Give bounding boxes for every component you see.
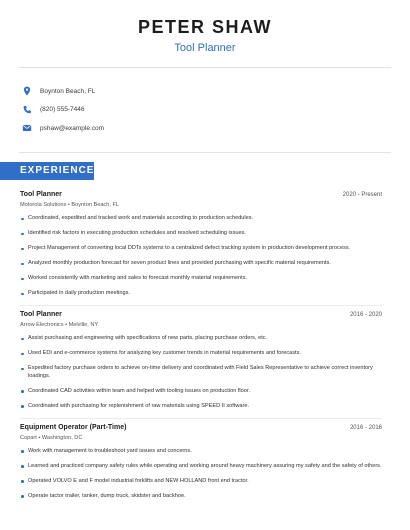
job-entry bbox=[20, 423, 382, 501]
job-company: Copart • Washington, DC bbox=[20, 434, 83, 441]
contact-phone-text: (820) 555-7446 bbox=[40, 106, 85, 113]
job-bullet: Analyzed monthly production forecast for seven product lines and provided purchasing with specific material requirements. bbox=[20, 260, 382, 268]
job-entry bbox=[20, 190, 382, 298]
contact-list bbox=[22, 82, 388, 138]
candidate-name: PETER SHAW bbox=[137, 17, 272, 37]
contact-location bbox=[22, 82, 388, 100]
job-bullet: Coordinated CAD activities within team and helped with tooling issues on production floor. bbox=[20, 388, 382, 396]
contact-location-text: Boynton Beach, FL bbox=[40, 87, 96, 95]
job-divider bbox=[20, 305, 382, 306]
job-title: Tool Planner bbox=[20, 191, 62, 198]
job-bullet: Assist purchasing and engineering with specifications of new parts, placing purchase orders, etc. bbox=[20, 335, 382, 343]
experience-list bbox=[20, 190, 382, 508]
job-bullet: Worked consistently with marketing and sales to forecast monthly material requirements. bbox=[20, 275, 382, 283]
job-dates: 2016 - 2020 bbox=[349, 312, 382, 318]
contact-phone bbox=[22, 101, 388, 119]
job-bullet: Used EDI and e-commerce systems for analyzing key customer trends in material requirements and forecasts. bbox=[20, 350, 382, 358]
job-bullet: Coordinated with purchasing for replenishment of raw materials using SPEED II software. bbox=[20, 403, 382, 411]
job-bullets bbox=[20, 335, 382, 410]
job-bullet: Learned and practiced company safety rules while operating and working around heavy machinery assuring my safety and the safety of others. bbox=[20, 463, 382, 471]
phone-icon bbox=[22, 105, 32, 115]
job-title: Equipment Operator (Part-Time) bbox=[20, 423, 127, 431]
job-bullets bbox=[20, 448, 382, 501]
job-bullets bbox=[20, 215, 382, 298]
job-bullet: Project Management of converting local DDTs systems to a centralized defect tracking system in production development process. bbox=[20, 245, 382, 253]
contact-email bbox=[22, 119, 388, 137]
location-pin-icon bbox=[22, 86, 32, 96]
candidate-role: Tool Planner bbox=[174, 42, 236, 54]
job-dates: 2020 - Present bbox=[342, 192, 382, 198]
job-bullet: Identified risk factors in executing production schedules and resolved scheduling issues. bbox=[20, 230, 382, 238]
section-heading-experience: EXPERIENCE bbox=[0, 162, 94, 180]
job-company: Arrow Electronics • Melville, NY bbox=[20, 322, 99, 328]
job-bullet: Expedited factory purchase orders to achieve on-time delivery and coordinated with Field Sales Representative to achieve correct inventory loadings. bbox=[20, 365, 382, 380]
job-title: Tool Planner bbox=[20, 311, 62, 318]
job-bullet: Operate tactor trailer, tanker, dump truck, skidster and backhoe. bbox=[20, 493, 382, 501]
job-bullet: Coordinated, expedited and tracked work and materials according to production schedules. bbox=[20, 215, 382, 223]
job-bullet: Participated in daily production meetings. bbox=[20, 290, 382, 298]
contact-divider bbox=[19, 152, 391, 153]
resume-header bbox=[0, 0, 410, 55]
email-icon bbox=[22, 123, 32, 133]
job-company: Motorola Solutions • Boynton Beach, FL bbox=[20, 202, 119, 208]
job-dates: 2016 - 2016 bbox=[349, 424, 382, 431]
job-divider bbox=[20, 418, 382, 419]
header-divider bbox=[19, 67, 391, 68]
job-entry bbox=[20, 310, 382, 410]
contact-email-text: pshaw@example.com bbox=[40, 124, 105, 132]
job-bullet: Work with management to troubleshoot yard issues and concerns. bbox=[20, 448, 382, 456]
job-bullet: Operated VOLVO E and F model industrial forklifts and NEW HOLLAND front end tractor. bbox=[20, 478, 382, 486]
